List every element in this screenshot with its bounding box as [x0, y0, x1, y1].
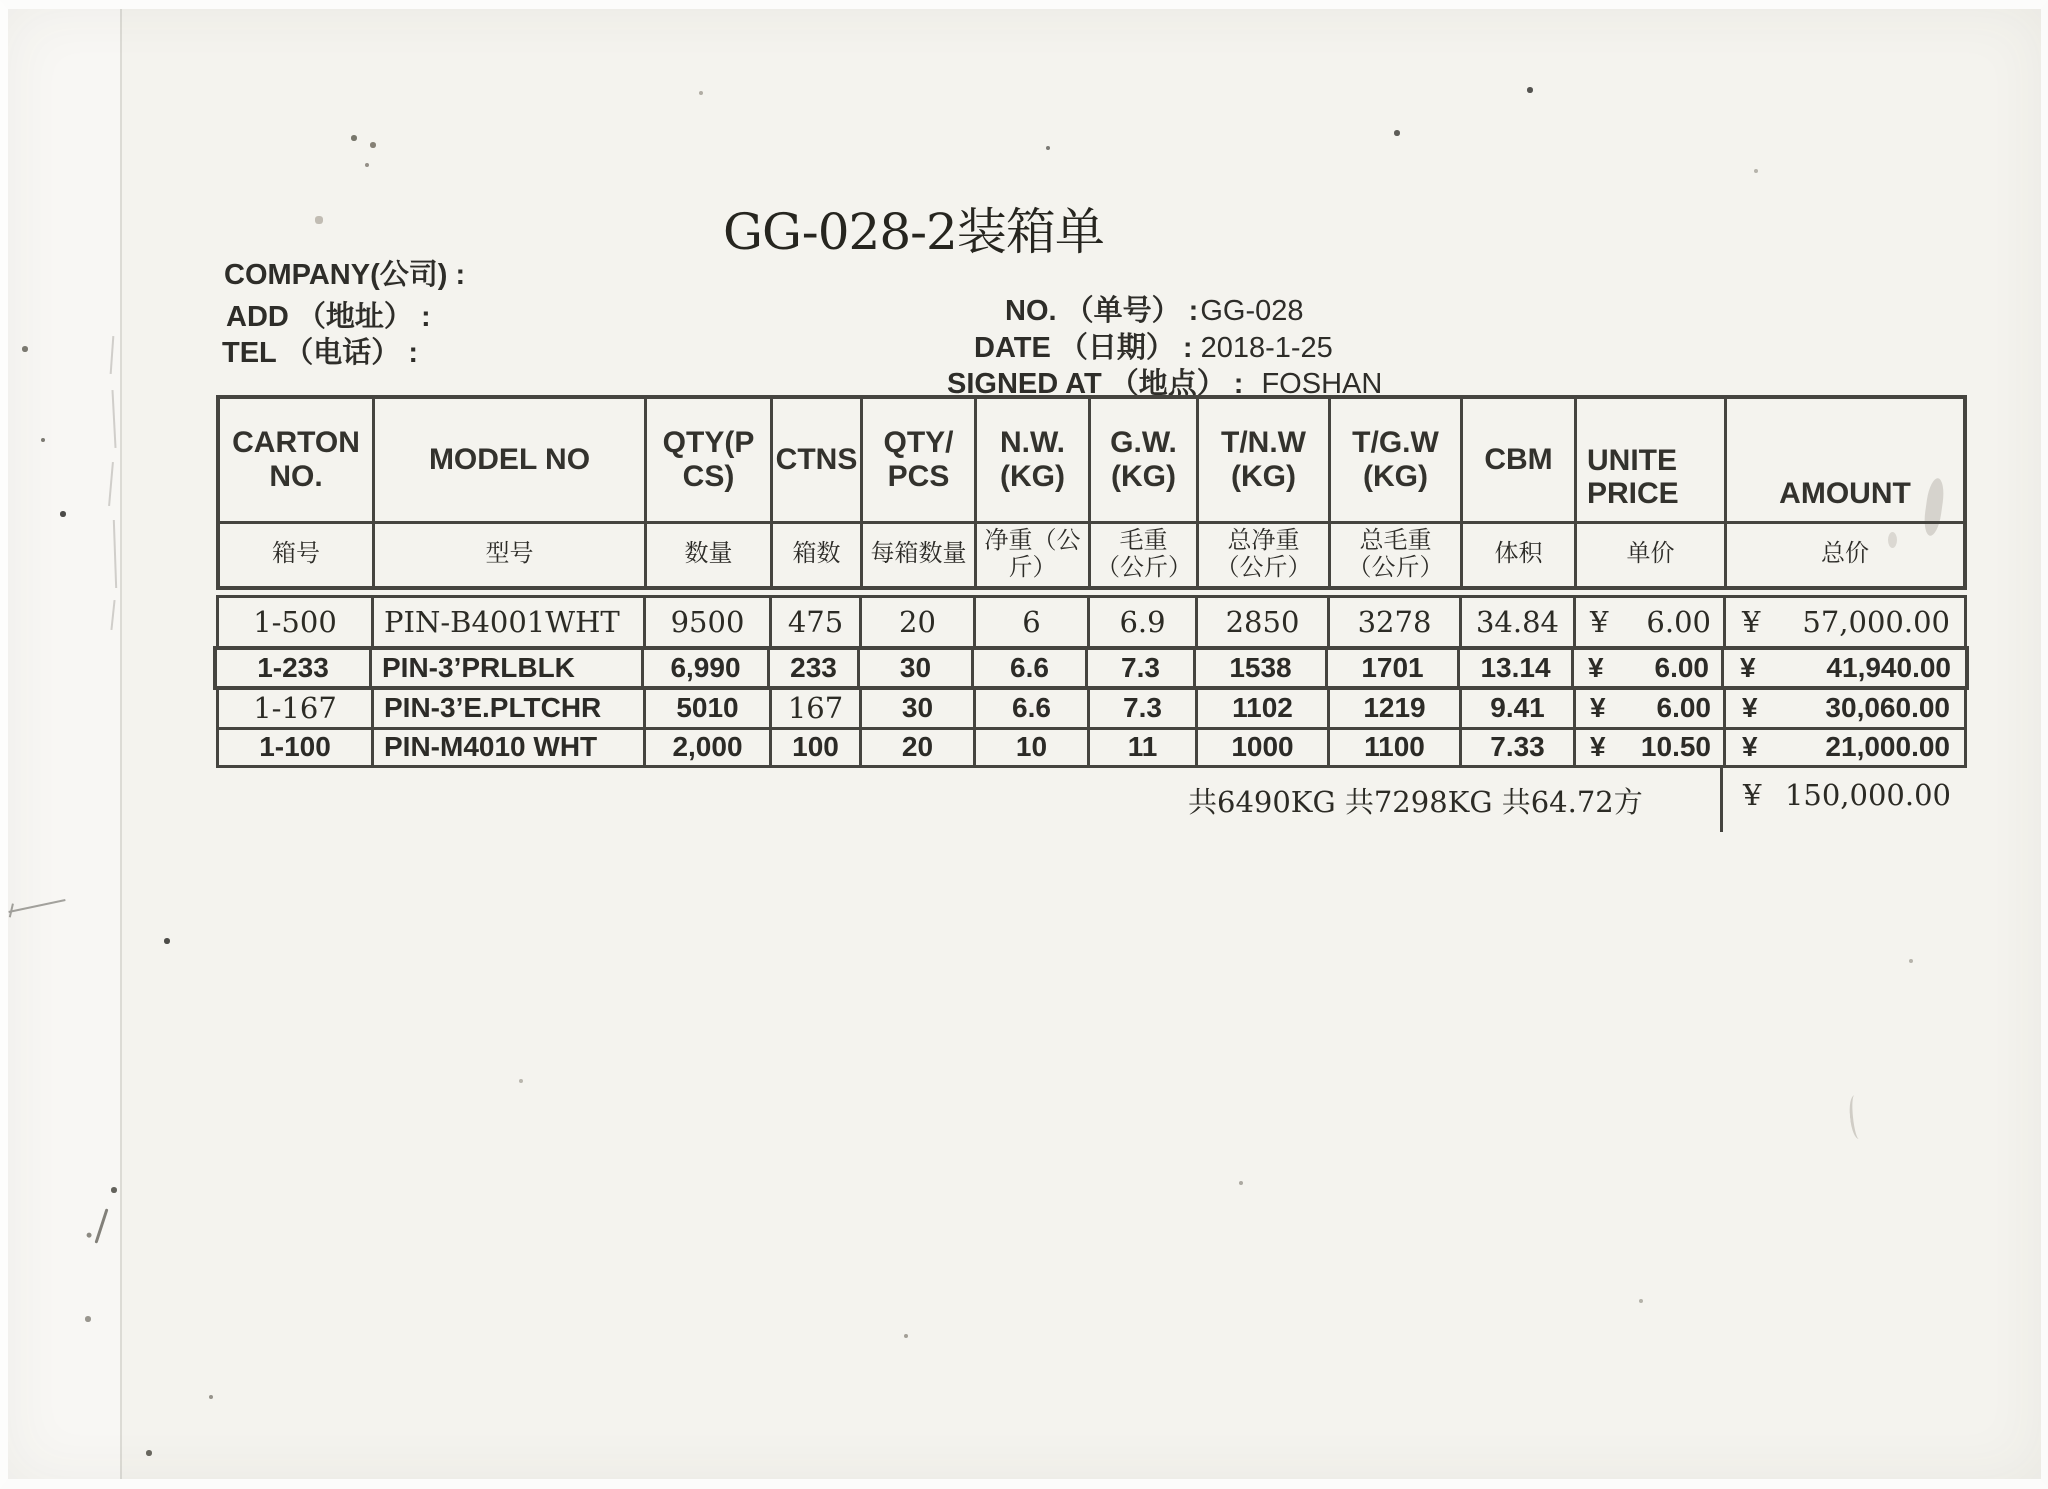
- header-zh-carton-no: 箱号: [220, 521, 372, 586]
- cell-unit-price: [1573, 730, 1723, 765]
- amount-value: 41,940.00: [1826, 651, 1951, 683]
- table-row: [216, 687, 1967, 730]
- currency-symbol: ¥: [1590, 692, 1606, 724]
- unit-price-value: 10.50: [1640, 731, 1711, 763]
- cell-qty-pcs: 6,990: [641, 650, 767, 686]
- cell-ctns: 475: [769, 598, 859, 646]
- unit-price-value: 6.00: [1656, 692, 1711, 724]
- table-row: [213, 646, 1969, 690]
- currency-symbol: ¥: [1590, 731, 1606, 763]
- totals-amount-cell: [1720, 768, 1967, 832]
- cell-ctns: 233: [767, 650, 857, 686]
- header-zh-unit-price: 单价: [1574, 521, 1724, 586]
- cell-qty-pcs: 9500: [643, 598, 769, 646]
- currency-symbol: ¥: [1742, 604, 1761, 639]
- currency-symbol: ¥: [1743, 777, 1762, 812]
- header-zh-qty-pcs: 数量: [644, 521, 770, 586]
- address-field: [226, 294, 439, 335]
- cell-carton-no: 1-500: [253, 604, 337, 639]
- cell-t-gw-kg: 1100: [1327, 730, 1459, 765]
- cell-t-gw-kg: 1701: [1325, 650, 1457, 686]
- date-label: DATE （日期） :: [974, 332, 1193, 364]
- header-ctns: CTNS: [770, 399, 860, 521]
- header-model-no: MODEL NO: [372, 399, 644, 521]
- cell-amount: [1721, 650, 1965, 686]
- cell-model-no: PIN-3’E.PLTCHR: [371, 690, 643, 727]
- header-qty-pcs: QTY(PCS): [644, 399, 770, 521]
- cell-t-nw-kg: 2850: [1195, 598, 1327, 646]
- totals-amount-value: 150,000.00: [1784, 777, 1951, 812]
- header-zh-qty-per-pcs: 每箱数量: [860, 521, 974, 586]
- table-header-row-chinese: [220, 521, 1963, 586]
- cell-qty-pcs: 2,000: [643, 730, 769, 765]
- cell-t-nw-kg: 1102: [1195, 690, 1327, 727]
- table-body: [216, 595, 1967, 768]
- cell-cbm: 13.14: [1457, 650, 1571, 686]
- cell-t-nw-kg: 1538: [1193, 650, 1325, 686]
- cell-ctns: 167: [769, 690, 859, 727]
- cell-model-no: PIN-B4001WHT: [371, 598, 643, 646]
- cell-gw-kg: 11: [1087, 730, 1195, 765]
- company-field: [224, 252, 473, 293]
- header-zh-model-no: 型号: [372, 521, 644, 586]
- cell-unit-price: [1571, 650, 1721, 686]
- date-field: [974, 325, 1333, 366]
- scan-margin-strip: [0, 0, 120, 1489]
- unit-price-value: 6.00: [1654, 651, 1709, 683]
- header-amount: AMOUNT: [1724, 399, 1963, 521]
- company-label: COMPANY(公司) :: [224, 259, 466, 291]
- header-gw-kg: G.W. (KG): [1088, 399, 1196, 521]
- header-zh-t-gw-kg: 总毛重（公斤）: [1328, 521, 1460, 586]
- cell-unit-price: [1573, 598, 1723, 646]
- fold-line: [120, 0, 122, 1489]
- cell-qty-per-pcs: 20: [859, 730, 973, 765]
- cell-qty-per-pcs: 30: [857, 650, 971, 686]
- cell-nw-kg: 6.6: [971, 650, 1085, 686]
- amount-value: 57,000.00: [1802, 604, 1950, 639]
- header-zh-amount: 总价: [1724, 521, 1963, 586]
- header-t-nw-kg: T/N.W (KG): [1196, 399, 1328, 521]
- signed-at-value: FOSHAN: [1261, 368, 1383, 400]
- header-cbm: CBM: [1460, 399, 1574, 521]
- signed-at-label: SIGNED AT （地点） :: [947, 368, 1244, 400]
- cell-t-gw-kg: 3278: [1327, 598, 1459, 646]
- order-number-field: [1005, 288, 1304, 329]
- cell-amount: [1723, 730, 1964, 765]
- cell-gw-kg: 7.3: [1087, 690, 1195, 727]
- cell-qty-per-pcs: 30: [859, 690, 973, 727]
- amount-value: 21,000.00: [1825, 731, 1950, 763]
- currency-symbol: ¥: [1742, 692, 1758, 724]
- cell-t-nw-kg: 1000: [1195, 730, 1327, 765]
- cell-amount: [1723, 598, 1964, 646]
- cell-model-no: PIN-M4010 WHT: [371, 730, 643, 765]
- header-qty-per-pcs: QTY/ PCS: [860, 399, 974, 521]
- amount-value: 30,060.00: [1825, 692, 1950, 724]
- header-zh-nw-kg: 净重（公斤）: [974, 521, 1088, 586]
- header-zh-ctns: 箱数: [770, 521, 860, 586]
- cell-nw-kg: 10: [973, 730, 1087, 765]
- order-number-label: NO. （单号） :: [1005, 295, 1199, 327]
- address-label: ADD （地址） :: [226, 301, 431, 333]
- header-zh-cbm: 体积: [1460, 521, 1574, 586]
- header-nw-kg: N.W. (KG): [974, 399, 1088, 521]
- table-row: [216, 595, 1967, 649]
- cell-gw-kg: 7.3: [1085, 650, 1193, 686]
- cell-model-no: PIN-3’PRLBLK: [369, 650, 641, 686]
- cell-carton-no: 1-100: [259, 731, 331, 763]
- order-number-value: GG-028: [1200, 295, 1304, 327]
- header-t-gw-kg: T/G.W (KG): [1328, 399, 1460, 521]
- header-unit-price: UNITE PRICE: [1574, 399, 1724, 521]
- cell-cbm: 9.41: [1459, 690, 1573, 727]
- currency-symbol: ¥: [1742, 731, 1758, 763]
- date-value: 2018-1-25: [1200, 332, 1333, 364]
- cell-carton-no: 1-167: [253, 691, 337, 726]
- cell-cbm: 7.33: [1459, 730, 1573, 765]
- unit-price-value: 6.00: [1646, 604, 1711, 639]
- table-header-block: [216, 395, 1967, 590]
- cell-nw-kg: 6.6: [973, 690, 1087, 727]
- telephone-label: TEL （电话） :: [222, 337, 419, 369]
- cell-ctns: 100: [769, 730, 859, 765]
- table-totals-row: [216, 768, 1967, 834]
- packing-table: [216, 395, 1967, 834]
- currency-symbol: ¥: [1588, 651, 1604, 683]
- telephone-field: [222, 330, 426, 371]
- header-carton-no: CARTON NO.: [232, 426, 360, 493]
- currency-symbol: ¥: [1740, 651, 1756, 683]
- page-title: GG-028-2装箱单: [723, 203, 1104, 261]
- pencil-curve-mark: [1848, 1094, 1869, 1139]
- cell-unit-price: [1573, 690, 1723, 727]
- cell-qty-per-pcs: 20: [859, 598, 973, 646]
- cell-gw-kg: 6.9: [1087, 598, 1195, 646]
- cell-carton-no: 1-233: [257, 651, 329, 683]
- cell-qty-pcs: 5010: [643, 690, 769, 727]
- cell-nw-kg: 6: [973, 598, 1087, 646]
- totals-weights-text: 共6490KG 共7298KG 共64.72方: [1188, 784, 1643, 819]
- cell-t-gw-kg: 1219: [1327, 690, 1459, 727]
- currency-symbol: ¥: [1590, 604, 1609, 639]
- header-zh-t-nw-kg: 总净重（公斤）: [1196, 521, 1328, 586]
- cell-cbm: 34.84: [1459, 598, 1573, 646]
- header-zh-gw-kg: 毛重（公斤）: [1088, 521, 1196, 586]
- table-row: [216, 727, 1967, 768]
- cell-amount: [1723, 690, 1964, 727]
- table-header-row-english: [220, 399, 1963, 521]
